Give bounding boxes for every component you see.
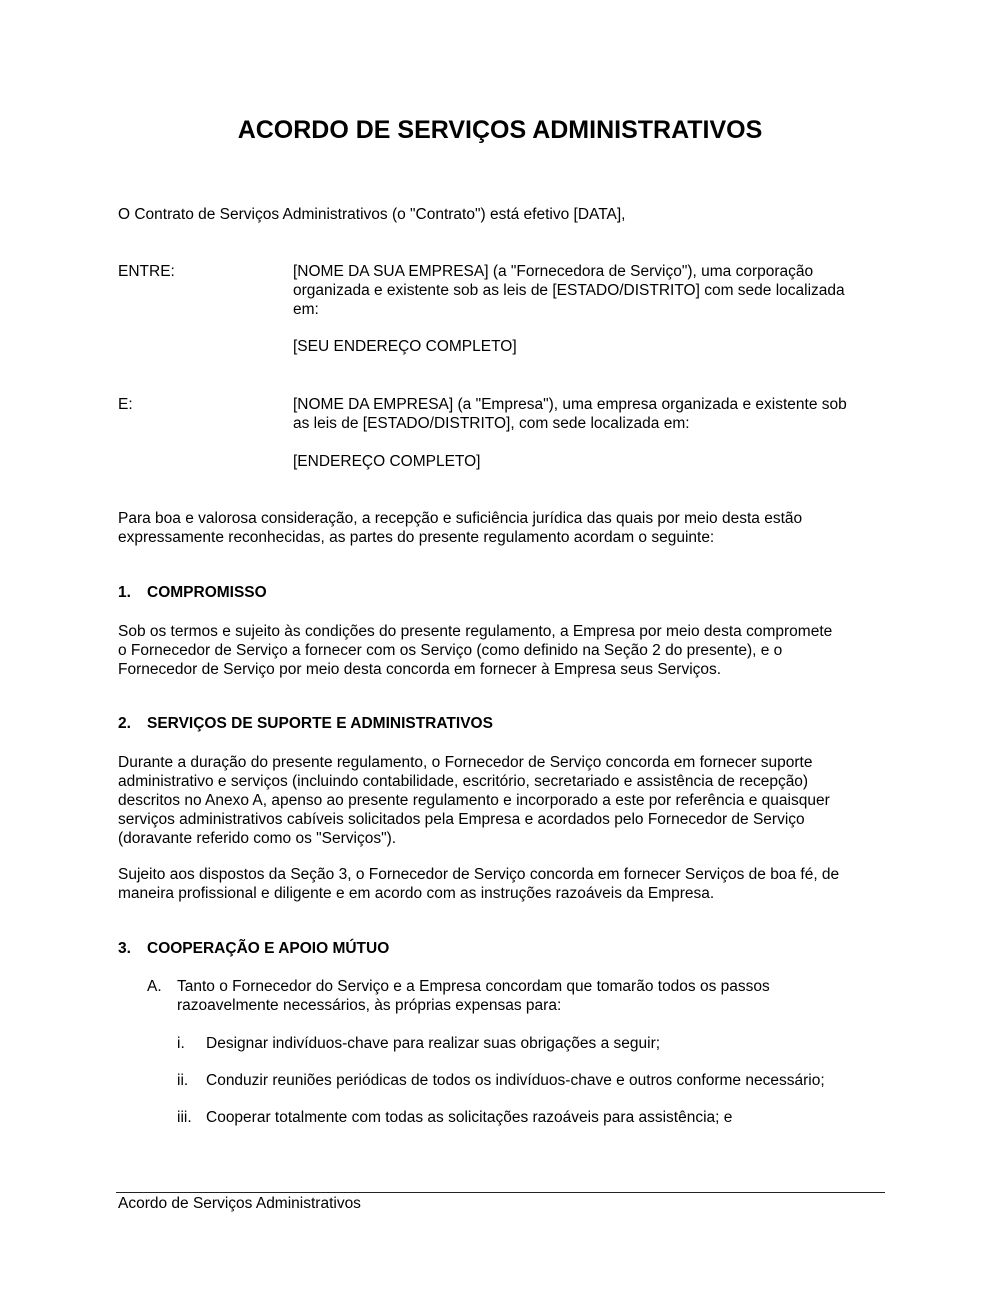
subitem-ii-marker: ii. bbox=[177, 1072, 189, 1089]
section-2-p1-line-1: Durante a duração do presente regulamento, o Fornecedor de Serviço concorda em fornecer suporte bbox=[118, 754, 813, 771]
section-2-p1-line-4: serviços administrativos cabíveis solicitados pela Empresa e acordados pelo Fornecedor de Serviço bbox=[118, 811, 805, 828]
subitem-i-marker: i. bbox=[177, 1035, 185, 1052]
consideration-line-1: Para boa e valorosa consideração, a recepção e suficiência jurídica das quais por meio desta estão bbox=[118, 510, 803, 527]
section-1-line-2: o Fornecedor de Serviço a fornecer com os Serviço (como definido na Seção 2 do presente), e o bbox=[118, 642, 783, 659]
party-2-address: [ENDEREÇO COMPLETO] bbox=[293, 453, 481, 470]
party-1-line-2: organizada e existente sob as leis de [ESTADO/DISTRITO] com sede localizada bbox=[293, 282, 845, 299]
party-1-line-1: [NOME DA SUA EMPRESA] (a "Fornecedora de Serviço"), uma corporação bbox=[293, 263, 814, 280]
section-2-p1-line-5: (doravante referido como os "Serviços"). bbox=[118, 830, 397, 847]
subitem-i-text: Designar indivíduos-chave para realizar suas obrigações a seguir; bbox=[206, 1035, 661, 1052]
intro-paragraph: O Contrato de Serviços Administrativos (o "Contrato") está efetivo [DATA], bbox=[118, 206, 626, 223]
party-1-address: [SEU ENDEREÇO COMPLETO] bbox=[293, 338, 517, 355]
section-3-number: 3. bbox=[118, 940, 131, 957]
footer-text: Acordo de Serviços Administrativos bbox=[118, 1195, 361, 1212]
subitem-iii-text: Cooperar totalmente com todas as solicitações razoáveis para assistência; e bbox=[206, 1109, 733, 1126]
party-label-e: E: bbox=[118, 396, 133, 413]
footer-divider bbox=[116, 1192, 885, 1193]
subitem-iii-marker: iii. bbox=[177, 1109, 192, 1126]
item-a-line-2: razoavelmente necessários, às próprias expensas para: bbox=[177, 997, 562, 1014]
document-title: ACORDO DE SERVIÇOS ADMINISTRATIVOS bbox=[237, 116, 763, 144]
subitem-ii-text: Conduzir reuniões periódicas de todos os indivíduos-chave e outros conforme necessário; bbox=[206, 1072, 825, 1089]
section-2-p2-line-2: maneira profissional e diligente e em acordo com as instruções razoáveis da Empresa. bbox=[118, 885, 715, 902]
section-1-number: 1. bbox=[118, 584, 131, 601]
section-1-line-3: Fornecedor de Serviço por meio desta concorda em fornecer à Empresa seus Serviços. bbox=[118, 661, 722, 678]
section-2-number: 2. bbox=[118, 715, 131, 732]
section-2-p1-line-3: descritos no Anexo A, apenso ao presente regulamento e incorporado a este por referência e quaisquer bbox=[118, 792, 830, 809]
section-2-heading: SERVIÇOS DE SUPORTE E ADMINISTRATIVOS bbox=[147, 715, 493, 732]
party-1-line-3: em: bbox=[293, 301, 319, 318]
section-1-heading: COMPROMISSO bbox=[147, 584, 267, 601]
party-2-line-1: [NOME DA EMPRESA] (a "Empresa"), uma empresa organizada e existente sob bbox=[293, 396, 847, 413]
item-a-marker: A. bbox=[147, 978, 162, 995]
item-a-line-1: Tanto o Fornecedor do Serviço e a Empresa concordam que tomarão todos os passos bbox=[177, 978, 770, 995]
party-2-line-2: as leis de [ESTADO/DISTRITO], com sede localizada em: bbox=[293, 415, 690, 432]
consideration-line-2: expressamente reconhecidas, as partes do presente regulamento acordam o seguinte: bbox=[118, 529, 715, 546]
section-1-line-1: Sob os termos e sujeito às condições do presente regulamento, a Empresa por meio desta compromete bbox=[118, 623, 833, 640]
party-label-entre: ENTRE: bbox=[118, 263, 175, 280]
section-3-heading: COOPERAÇÃO E APOIO MÚTUO bbox=[147, 940, 390, 957]
section-2-p2-line-1: Sujeito aos dispostos da Seção 3, o Fornecedor de Serviço concorda em fornecer Serviços de boa fé, de bbox=[118, 866, 840, 883]
section-2-p1-line-2: administrativo e serviços (incluindo contabilidade, escritório, secretariado e assistência de recepção) bbox=[118, 773, 809, 790]
